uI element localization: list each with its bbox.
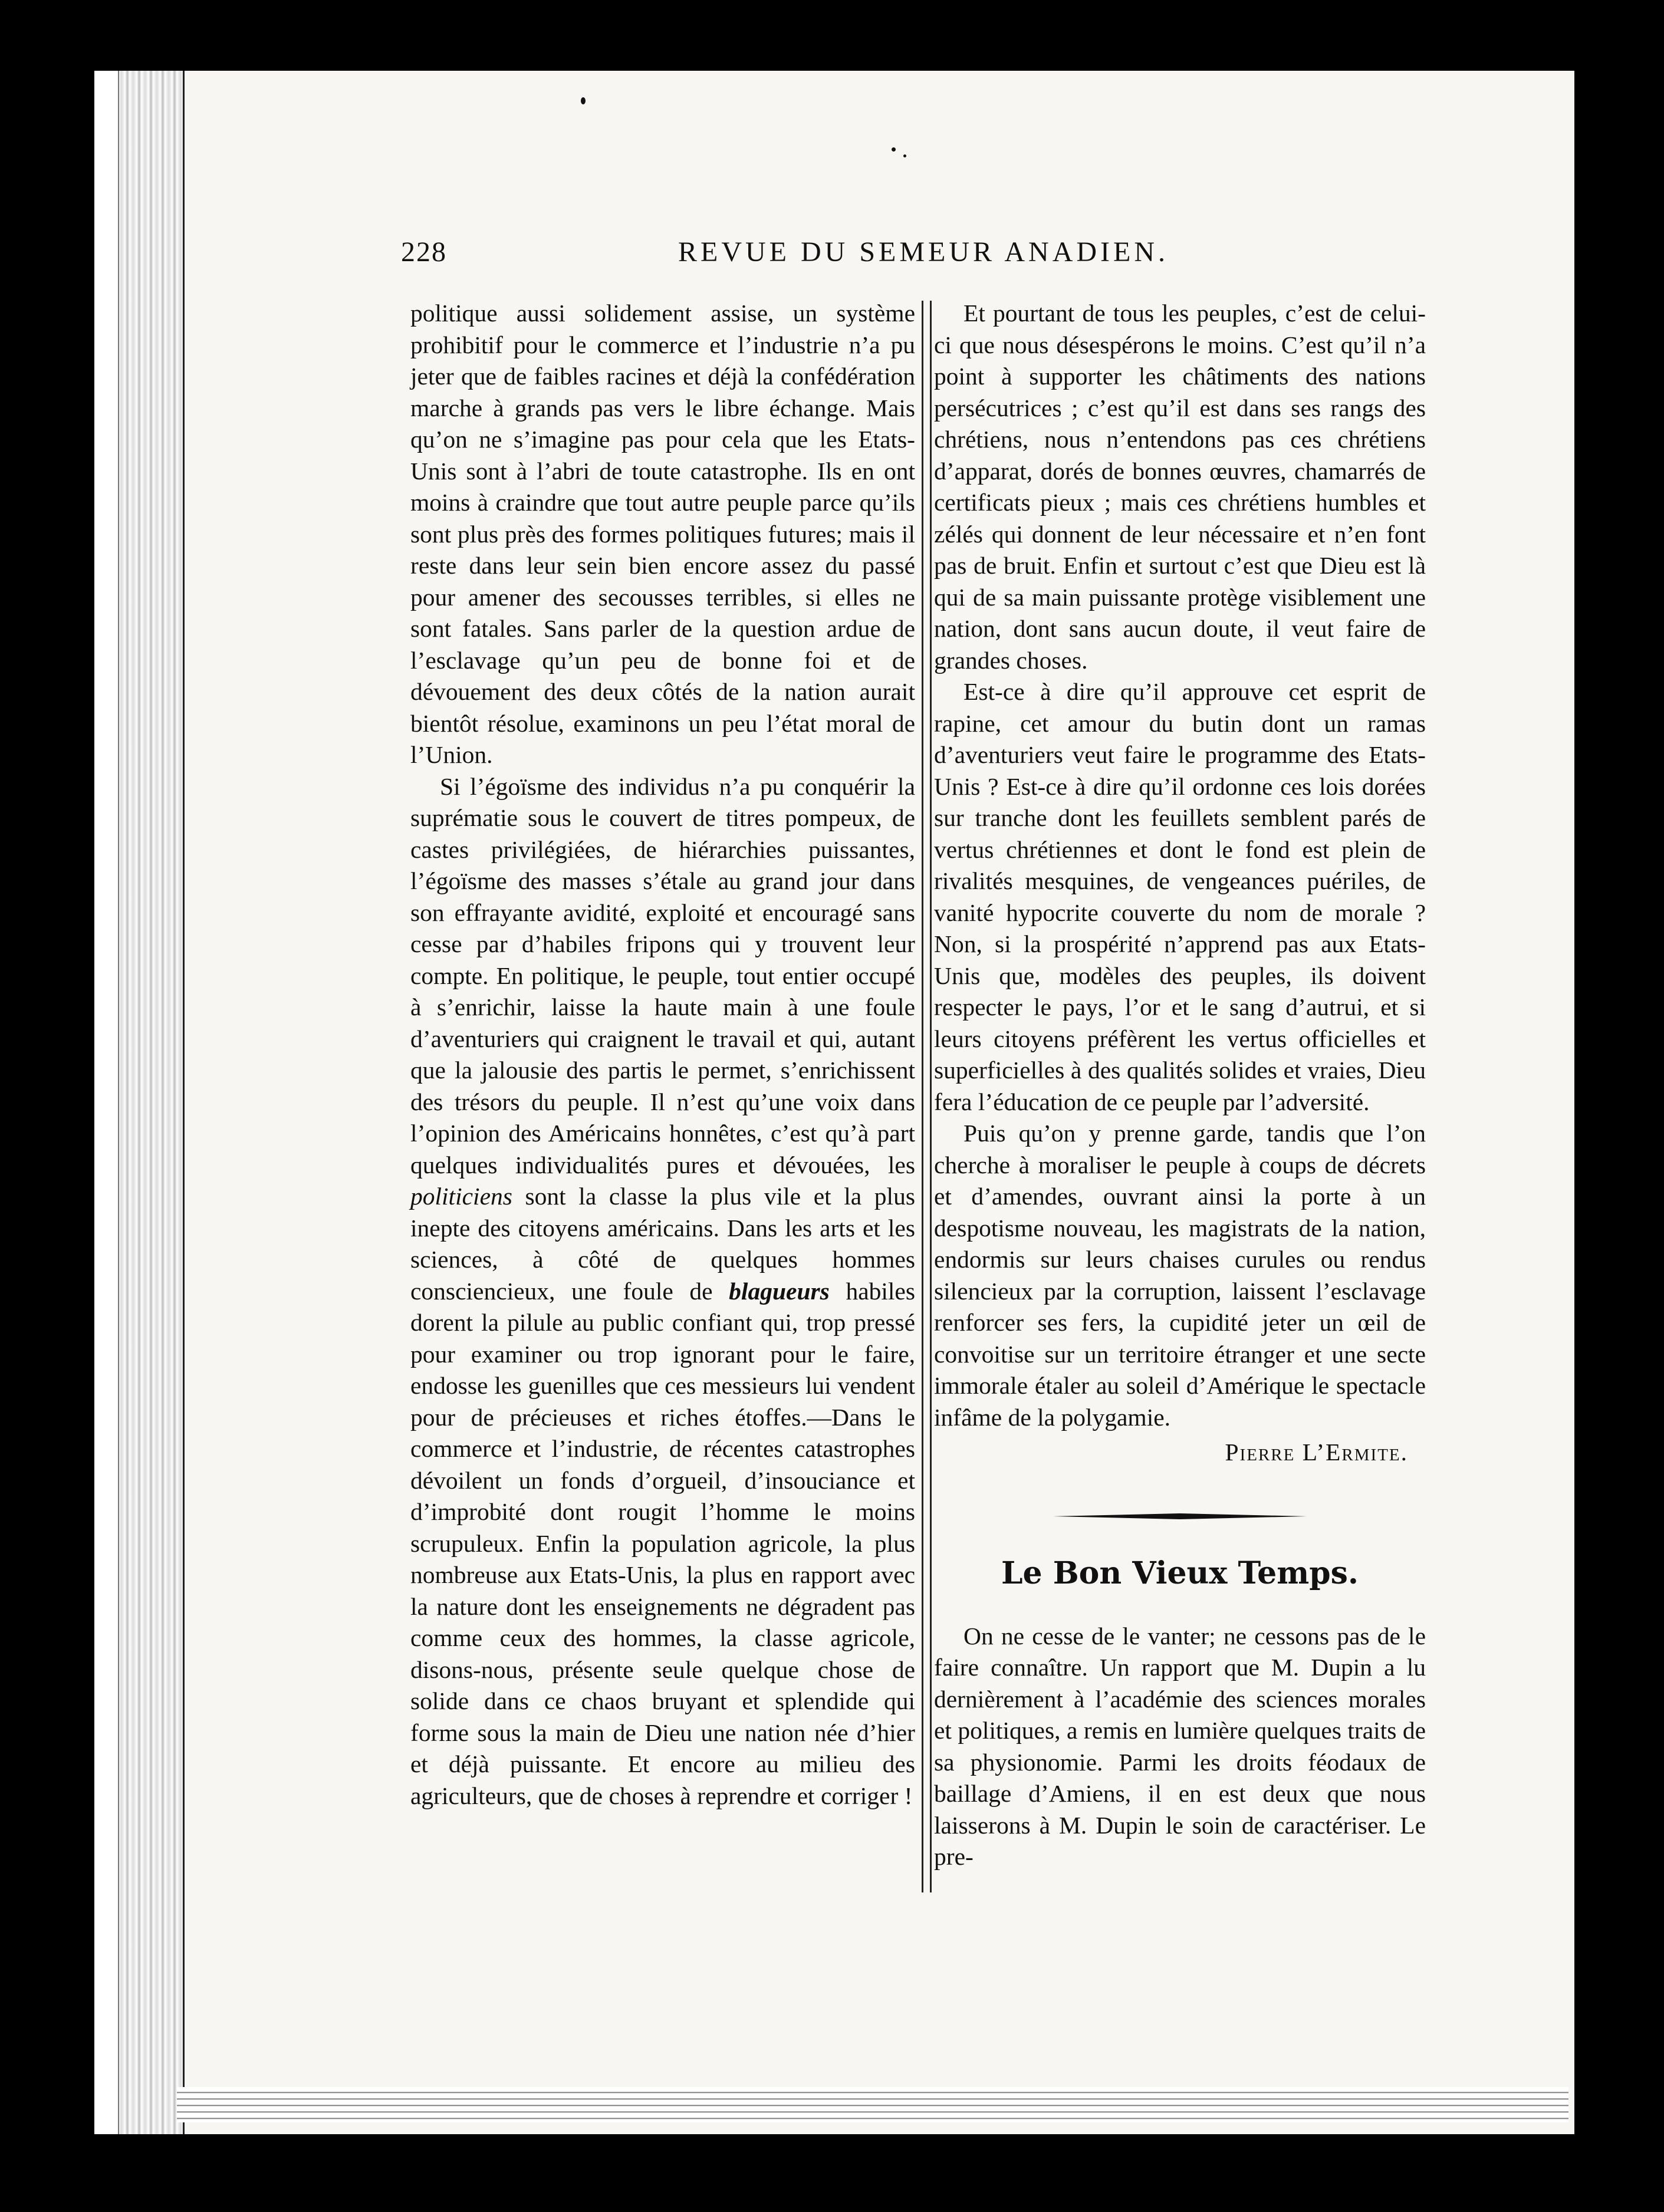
paragraph: Est-ce à dire qu’il approuve cet esprit de rapine, cet amour du butin dont un ramas d’aventuriers veut faire le programme des Etats-Unis ? Est-ce à dire qu’il ordonne ces lois dorées sur tranche dont les feuillets semblent parés de vertus chrétiennes et dont le fond est plein de rivalités mesquines, de vengeances puériles, de vanité hypocrite couverte du nom de morale ? Non, si la prospérité n’apprend pas aux Etats-Unis que, modèles des peuples, ils doivent respecter le pays, l’or et le sang d’autrui, et si leurs citoyens préfèrent les vertus officielles et superficielles à des qualités solides et vraies, Dieu fera l’éducation de ce peuple par l’adversité. [934, 678, 1426, 1115]
ornamental-rule [1053, 1513, 1307, 1519]
paragraph: On ne cesse de le vanter; ne cessons pas de le faire connaître. Un rapport que M. Dupin a lu dernièrement à l’académie des sciences morales et politiques, a remis en lumière quelques traits de sa physionomie. Parmi les droits féodaux de baillage d’Amiens, il en est deux que nous laisserons à M. Dupin le soin de caractériser. Le pre- [934, 1622, 1426, 1870]
right-column [934, 298, 1426, 1873]
paragraph: Et pourtant de tous les peuples, c’est de celui-ci que nous désespérons le moins. C’est qu’il n’a point à supporter les châtiments des nations persécutrices ; c’est qu’il est dans ses rangs des chrétiens, nous n’entendons pas ces chrétiens d’apparat, dorés de bonnes œuvres, chamarrés de certificats pieux ; mais ces chrétiens humbles et zélés qui donnent de leur nécessaire et n’en font pas de bruit. Enfin et surtout c’est que Dieu est là qui de sa main puissante protège visiblement une nation, dont sans aucun doute, il veut faire de grandes choses. [934, 299, 1426, 674]
emphasis-blagueurs: blagueurs [729, 1277, 830, 1305]
left-column [410, 298, 915, 1812]
column-divider [922, 301, 932, 1892]
bottom-page-edges [177, 2087, 1568, 2122]
paragraph-text: Si l’égoïsme des individus n’a pu conquérir la suprématie sous le couvert de titres pompeux, de castes privilégiées, de hiérarchies puissantes, l’égoïsme des masses s’étale au grand jour dans son effrayante avidité, exploité et encouragé sans cesse par d’habiles fripons qui y trouvent leur compte. En politique, le peuple, tout entier occupé à s’enrichir, laisse la haute main à une foule d’aventuriers qui craignent le travail et qui, autant que la jalousie des partis le permet, s’enrichissent des trésors du peuple. Il n’est qu’une voix dans l’opinion des Américains honnêtes, c’est qu’à part quelques individualités pures et dévouées, les [410, 772, 915, 1179]
author-signature: Pierre L’Ermite. [1225, 1439, 1408, 1466]
ornament-line-icon [1053, 1513, 1307, 1519]
paragraph: Puis qu’on y prenne garde, tandis que l’on cherche à moraliser le peuple à coups de décrets et d’amendes, ouvrant ainsi la porte à un despotisme nouveau, les magistrats de la nation, endormis sur leurs chaises curules ou rendus silencieux par la corruption, laissent l’esclavage renforcer ses fers, la cupidité jeter un œil de convoitise sur un territoire étranger et une secte immorale étaler au soleil d’Amérique le spectacle infâme de la polygamie. [934, 1120, 1426, 1431]
running-head [401, 236, 1427, 277]
paragraph-text: sont la classe la plus vile et la plus inepte des citoyens américains. Dans les arts et les sciences, à côté de quelques hommes consciencieux, une foule de [410, 1183, 915, 1305]
paragraph [410, 771, 915, 1812]
gutter-margin [94, 71, 119, 2134]
journal-title: REVUE DU SEMEUR ANADIEN. [678, 236, 1169, 268]
ink-speck [892, 147, 896, 152]
ink-speck [903, 154, 906, 157]
ink-speck [581, 97, 586, 104]
section-heading: Le Bon Vieux Temps. [1001, 1555, 1359, 1591]
page-number: 228 [401, 236, 447, 268]
emphasis-politiciens: politiciens [410, 1183, 512, 1210]
paragraph-text: habiles dorent la pilule au public confiant qui, trop pressé pour examiner ou trop ignorant pour le faire, endosse les guenilles que ces messieurs lui vendent pour de précieuses et riches étoffes.—Dans le commerce et l’industrie, de récentes catastrophes dévoilent un fonds d’orgueil, d’insouciance et d’improbité dont rougit l’homme le moins scrupuleux. Enfin la population agricole, la plus nombreuse aux Etats-Unis, la plus en rapport avec la nature dont les enseignements ne dégradent pas comme ceux des hommes, la classe agricole, disons-nous, présente seule quelque chose de solide dans ce chaos bruyant et splendide qui forme sous la main de Dieu une nation née d’hier et déjà puissante. Et encore au milieu des agriculteurs, que de choses à reprendre et corriger ! [410, 1277, 915, 1809]
paragraph: politique aussi solidement assise, un système prohibitif pour le commerce et l’industrie n’a pu jeter que de faibles racines et déjà la confédération marche à grands pas vers le libre échange. Mais qu’on ne s’imagine pas pour cela que les Etats-Unis sont à l’abri de toute catastrophe. Ils en ont moins à craindre que tout autre peuple parce qu’ils sont plus près des formes politiques futures; mais il reste dans leur sein bien encore assez du passé pour amener des secousses terribles, si elles ne sont fatales. Sans parler de la question ardue de l’esclavage qu’un peu de bonne foi et de dévouement des deux côtés de la nation aurait bientôt résolue, examinons un peu l’état moral de l’Union. [410, 299, 915, 768]
